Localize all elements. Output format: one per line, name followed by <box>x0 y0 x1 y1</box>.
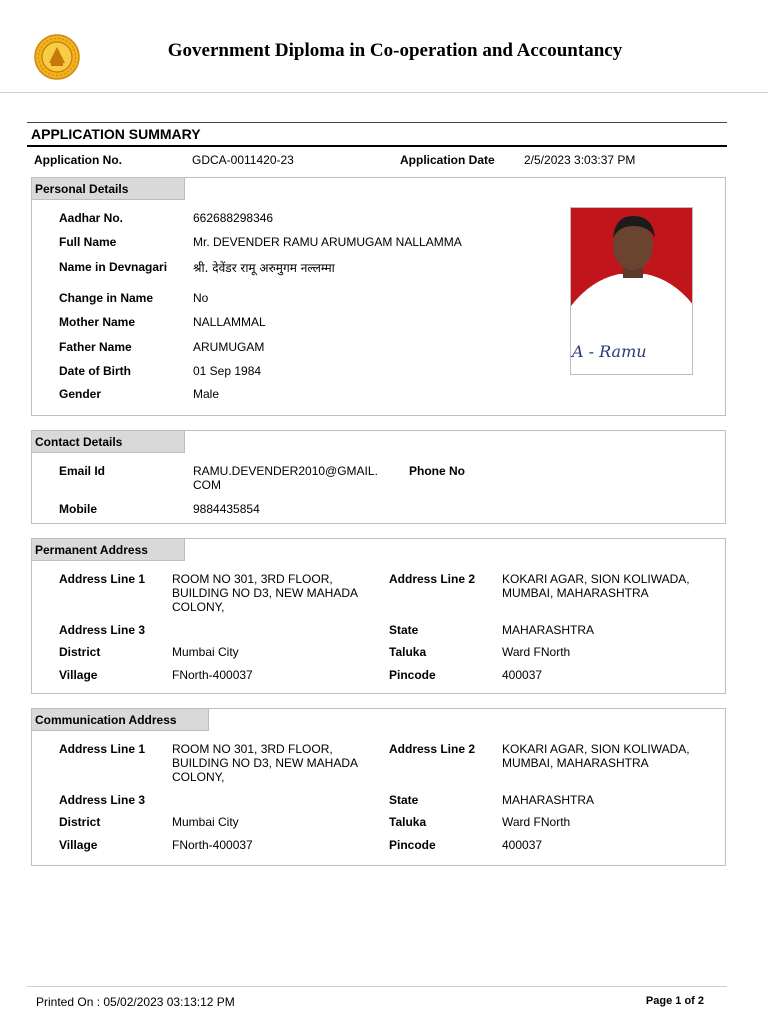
perm-address-line3-label: Address Line 3 <box>59 623 146 637</box>
comm-address-line1-b: BUILDING NO D3, NEW MAHADA <box>172 756 359 770</box>
full-name-label: Full Name <box>59 235 117 249</box>
application-date-label: Application Date <box>400 153 495 167</box>
application-date-value: 2/5/2023 3:03:37 PM <box>524 153 636 167</box>
perm-pincode-label: Pincode <box>389 668 436 682</box>
summary-title: APPLICATION SUMMARY <box>31 126 201 142</box>
page-number: Page 1 of 2 <box>645 995 704 1007</box>
comm-address-line2-a: KOKARI AGAR, SION KOLIWADA, <box>502 742 690 756</box>
permanent-address-section <box>31 538 726 694</box>
comm-pincode-value: 400037 <box>502 838 543 852</box>
mother-name-value: NALLAMMAL <box>193 315 266 329</box>
perm-district-label: District <box>59 645 101 659</box>
comm-address-line1-c: COLONY, <box>172 770 225 784</box>
perm-taluka-value: Ward FNorth <box>502 645 571 659</box>
father-name-value: ARUMUGAM <box>193 340 265 354</box>
application-no-label: Application No. <box>34 153 122 167</box>
contact-details-heading: Contact Details <box>32 431 185 453</box>
summary-top-rule <box>27 122 727 123</box>
gender-label: Gender <box>59 387 102 401</box>
personal-details-heading: Personal Details <box>32 178 185 200</box>
perm-village-label: Village <box>59 668 98 682</box>
father-name-label: Father Name <box>59 340 132 354</box>
comm-taluka-label: Taluka <box>389 815 427 829</box>
devnagari-name-value: श्री. देवेंडर रामू अरुमुगम नल्लम्मा <box>193 261 335 275</box>
permanent-address-heading: Permanent Address <box>32 539 185 561</box>
comm-address-line3-label: Address Line 3 <box>59 793 146 807</box>
devnagari-name-label: Name in Devnagari <box>59 260 168 274</box>
aadhar-value: 662688298346 <box>193 211 274 225</box>
application-no-value: GDCA-0011420-23 <box>192 153 294 167</box>
comm-district-label: District <box>59 815 101 829</box>
header-divider <box>0 92 768 93</box>
applicant-signature: A - Ramu <box>572 342 647 361</box>
email-value-line2: COM <box>193 478 221 492</box>
perm-address-line2-label: Address Line 2 <box>389 572 476 586</box>
dob-value: 01 Sep 1984 <box>193 364 262 378</box>
comm-address-line1-a: ROOM NO 301, 3RD FLOOR, <box>172 742 333 756</box>
perm-address-line1-b: BUILDING NO D3, NEW MAHADA <box>172 586 359 600</box>
dob-label: Date of Birth <box>59 364 131 378</box>
perm-address-line2-a: KOKARI AGAR, SION KOLIWADA, <box>502 572 690 586</box>
printed-on: Printed On : 05/02/2023 03:13:12 PM <box>36 995 235 1009</box>
footer-divider <box>27 986 727 987</box>
comm-address-line2-label: Address Line 2 <box>389 742 476 756</box>
perm-village-value: FNorth-400037 <box>172 668 253 682</box>
perm-pincode-value: 400037 <box>502 668 543 682</box>
full-name-value: Mr. DEVENDER RAMU ARUMUGAM NALLAMMA <box>193 235 462 249</box>
email-value-line1: RAMU.DEVENDER2010@GMAIL. <box>193 464 378 478</box>
mother-name-label: Mother Name <box>59 315 136 329</box>
change-in-name-label: Change in Name <box>59 291 154 305</box>
phone-label: Phone No <box>409 464 465 478</box>
comm-village-label: Village <box>59 838 98 852</box>
perm-address-line2-b: MUMBAI, MAHARASHTRA <box>502 586 649 600</box>
contact-details-section <box>31 430 726 524</box>
gender-value: Male <box>193 387 220 401</box>
comm-taluka-value: Ward FNorth <box>502 815 571 829</box>
comm-pincode-label: Pincode <box>389 838 436 852</box>
change-in-name-value: No <box>193 291 209 305</box>
perm-address-line1-label: Address Line 1 <box>59 572 146 586</box>
communication-address-heading: Communication Address <box>32 709 209 731</box>
mobile-label: Mobile <box>59 502 97 516</box>
comm-address-line2-b: MUMBAI, MAHARASHTRA <box>502 756 649 770</box>
perm-taluka-label: Taluka <box>389 645 427 659</box>
perm-state-value: MAHARASHTRA <box>502 623 595 637</box>
communication-address-section <box>31 708 726 866</box>
comm-state-label: State <box>389 793 419 807</box>
summary-bottom-rule <box>27 145 727 147</box>
perm-state-label: State <box>389 623 419 637</box>
comm-village-value: FNorth-400037 <box>172 838 253 852</box>
perm-address-line1-a: ROOM NO 301, 3RD FLOOR, <box>172 572 333 586</box>
aadhar-label: Aadhar No. <box>59 211 124 225</box>
perm-address-line1-c: COLONY, <box>172 600 225 614</box>
comm-state-value: MAHARASHTRA <box>502 793 595 807</box>
document-title: Government Diploma in Co-operation and Accountancy <box>167 40 623 61</box>
comm-address-line1-label: Address Line 1 <box>59 742 146 756</box>
comm-district-value: Mumbai City <box>172 815 239 829</box>
perm-district-value: Mumbai City <box>172 645 239 659</box>
mobile-value: 9884435854 <box>193 502 260 516</box>
email-label: Email Id <box>59 464 106 478</box>
